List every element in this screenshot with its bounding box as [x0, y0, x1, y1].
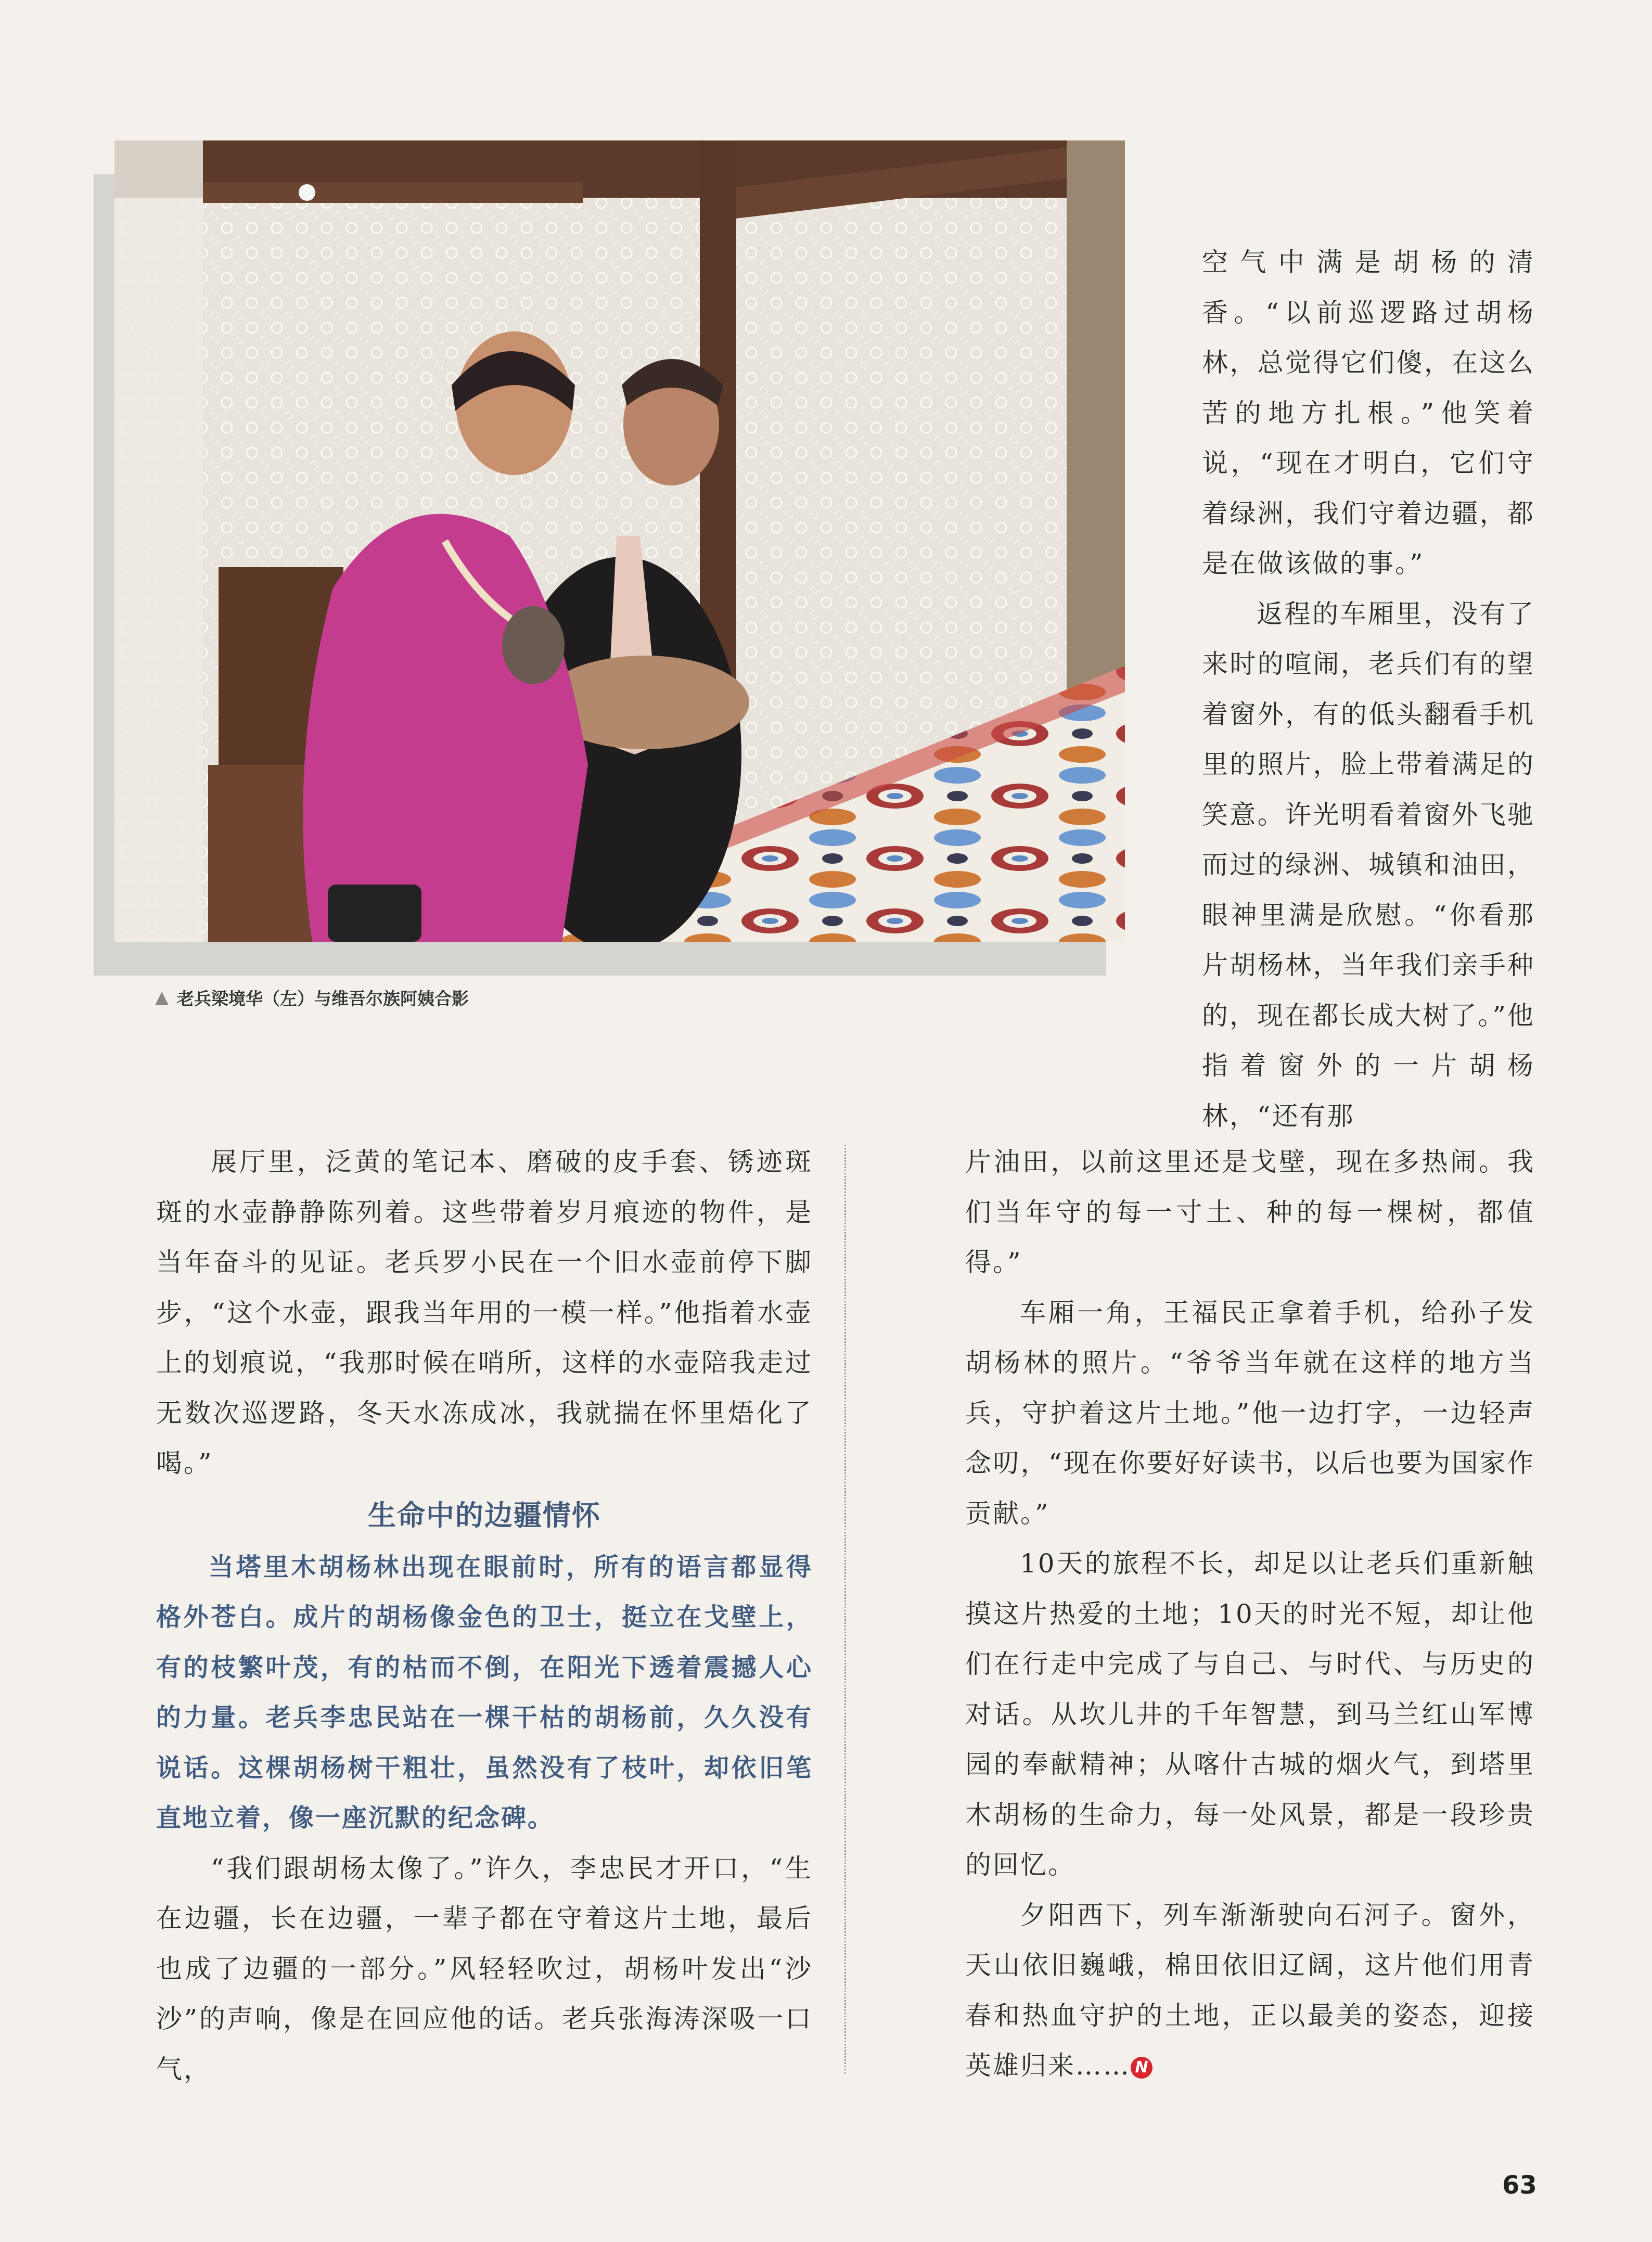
paragraph: 返程的车厢里，没有了来时的喧闹，老兵们有的望着窗外，有的低头翻看手机里的照片，脸上带着满足的笑意。许光明看着窗外飞驰而过的绿洲、城镇和油田，眼神里满是欣慰。“你看那片胡杨林，当年我们亲手种的，现在都长成大树了。”他指着窗外的一片胡杨林，“还有那	[1202, 598, 1535, 1131]
right-bottom-column	[965, 1137, 1535, 2091]
paragraph	[965, 1890, 1535, 2091]
feature-photo	[114, 140, 1125, 942]
lead-paragraph: 当塔里木胡杨林出现在眼前时，所有的语言都显得格外苍白。成片的胡杨像金色的卫士，挺立在戈壁上，有的枝繁叶茂，有的枯而不倒，在阳光下透着震撼人心的力量。老兵李忠民站在一棵干枯的胡杨前，久久没有说话。这棵胡杨树干粗壮，虽然没有了枝叶，却依旧笔直地立着，像一座沉默的纪念碑。	[156, 1552, 813, 1833]
column-divider	[844, 1145, 846, 2073]
page-number: 63	[1502, 2171, 1537, 2200]
end-mark-icon: N	[1131, 2057, 1152, 2079]
closing-text: 夕阳西下，列车渐渐驶向石河子。窗外，天山依旧巍峨，棉田依旧辽阔，这片他们用青春和热血守护的土地，正以最美的姿态，迎接英雄归来……	[965, 1900, 1535, 2081]
paragraph: 空气中满是胡杨的清香。“以前巡逻路过胡杨林，总觉得它们傻，在这么苦的地方扎根。”他笑着说，“现在才明白，它们守着绿洲，我们守着边疆，都是在做该做的事。”	[1202, 247, 1535, 579]
section-heading: 生命中的边疆情怀	[368, 1498, 601, 1532]
photo-caption	[155, 990, 469, 1007]
right-top-column	[1202, 237, 1535, 1141]
left-column	[156, 1137, 813, 2094]
paragraph: 10天的旅程不长，却足以让老兵们重新触摸这片热爱的土地；10天的时光不短，却让他们在行走中完成了与自己、与时代、与历史的对话。从坎儿井的千年智慧，到马兰红山军博园的奉献精神；从喀什古城的烟火气，到塔里木胡杨的生命力，每一处风景，都是一段珍贵的回忆。	[965, 1548, 1535, 1880]
photo-illustration	[114, 140, 1125, 942]
paragraph: 展厅里，泛黄的笔记本、磨破的皮手套、锈迹斑斑的水壶静静陈列着。这些带着岁月痕迹的物件，是当年奋斗的见证。老兵罗小民在一个旧水壶前停下脚步，“这个水壶，跟我当年用的一模一样。”他指着水壶上的划痕说，“我那时候在哨所，这样的水壶陪我走过无数次巡逻路，冬天水冻成冰，我就揣在怀里焐化了喝。”	[156, 1147, 813, 1478]
paragraph: 片油田，以前这里还是戈壁，现在多热闹。我们当年守的每一寸土、种的每一棵树，都值得。”	[965, 1147, 1535, 1277]
paragraph: 车厢一角，王福民正拿着手机，给孙子发胡杨林的照片。“爷爷当年就在这样的地方当兵，守护着这片土地。”他一边打字，一边轻声念叨，“现在你要好好读书，以后也要为国家作贡献。”	[965, 1297, 1535, 1529]
photo-caption-text: 老兵梁境华（左）与维吾尔族阿姨合影	[177, 989, 469, 1009]
paragraph: “我们跟胡杨太像了。”许久，李忠民才开口，“生在边疆，长在边疆，一辈子都在守着这片土地，最后也成了边疆的一部分。”风轻轻吹过，胡杨叶发出“沙沙”的声响，像是在回应他的话。老兵张海涛深吸一口气，	[156, 1853, 813, 2084]
